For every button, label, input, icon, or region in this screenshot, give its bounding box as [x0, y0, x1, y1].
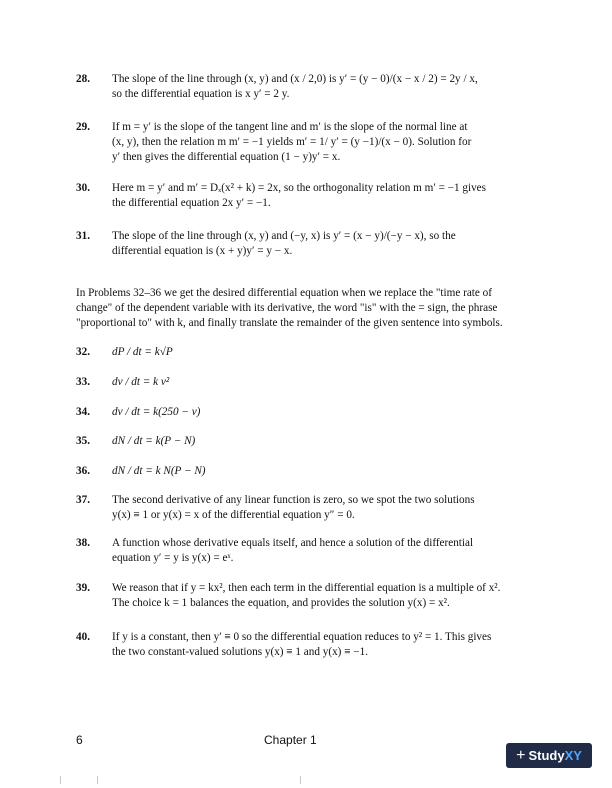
problem-text: The slope of the line through (x, y) and (−y, x) is y′ = (x − y)/(−y − x), so the [112, 230, 456, 242]
problem-text: so the differential equation is x y′ = 2 y. [112, 88, 290, 100]
problem-text: differential equation is (x + y)y′ = y − x. [112, 245, 293, 257]
problem-number: 39. [76, 582, 90, 594]
problem-text: If y is a constant, then y′ ≡ 0 so the differential equation reduces to y² = 1. This gives [112, 631, 492, 643]
problem-text: Here m = y′ and m′ = Dₓ(x² + k) = 2x, so the orthogonality relation m m′ = −1 gives [112, 182, 487, 194]
problem-number: 40. [76, 631, 90, 643]
intro-line: "proportional to" with k, and finally translate the remainder of the given sentence into symbols. [76, 317, 503, 329]
badge-word: Study [528, 748, 565, 763]
problem-text: A function whose derivative equals itself, and hence a solution of the differential [112, 537, 474, 549]
scan-mark [300, 776, 301, 784]
problem-text: y′ then gives the differential equation (1 − y)y′ = x. [112, 151, 341, 163]
problem-number: 28. [76, 73, 90, 85]
problem-number: 29. [76, 121, 90, 133]
equation: dN / dt = k N(P − N) [112, 465, 206, 477]
plus-icon: + [516, 746, 526, 764]
problem-number: 37. [76, 494, 90, 506]
problem-text: the differential equation 2x y′ = −1. [112, 197, 271, 209]
page-number: 6 [76, 733, 83, 747]
intro-line: change" of the dependent variable with its derivative, the word "is" with the = sign, the phrase [76, 302, 498, 314]
problem-text: The slope of the line through (x, y) and (x / 2,0) is y′ = (y − 0)/(x − x / 2) = 2y / x, [112, 73, 478, 85]
problem-text: equation y′ = y is y(x) = eˣ. [112, 552, 234, 564]
problem-text: The choice k = 1 balances the equation, and provides the solution y(x) = x². [112, 597, 450, 609]
problem-text: The second derivative of any linear function is zero, so we spot the two solutions [112, 494, 475, 506]
problem-number: 33. [76, 376, 90, 388]
equation: dv / dt = k v² [112, 376, 170, 388]
equation: dv / dt = k(250 − v) [112, 406, 201, 418]
problem-number: 32. [76, 346, 90, 358]
chapter-label: Chapter 1 [264, 733, 317, 747]
studyxy-badge[interactable] [506, 743, 592, 768]
equation: dN / dt = k(P − N) [112, 435, 196, 447]
problem-text: If m = y′ is the slope of the tangent line and m′ is the slope of the normal line at [112, 121, 468, 133]
problem-number: 31. [76, 230, 90, 242]
scan-mark [97, 776, 98, 784]
problem-number: 38. [76, 537, 90, 549]
problem-number: 34. [76, 406, 90, 418]
intro-paragraph [76, 286, 546, 331]
equation: dP / dt = k√P [112, 346, 173, 358]
problem-text: the two constant-valued solutions y(x) ≡ 1 and y(x) ≡ −1. [112, 646, 368, 658]
problem-text: y(x) ≡ 1 or y(x) = x of the differential equation y″ = 0. [112, 509, 355, 521]
intro-line: In Problems 32–36 we get the desired differential equation when we replace the "time rate of [76, 287, 492, 299]
problem-text: (x, y), then the relation m m′ = −1 yields m′ = 1/ y′ = (y −1)/(x − 0). Solution for [112, 136, 472, 148]
scan-mark [60, 776, 61, 784]
badge-accent: XY [564, 748, 582, 763]
problem-number: 36. [76, 465, 90, 477]
problem-text: We reason that if y = kx², then each term in the differential equation is a multiple of x². [112, 582, 501, 594]
problem-number: 30. [76, 182, 90, 194]
problem-number: 35. [76, 435, 90, 447]
